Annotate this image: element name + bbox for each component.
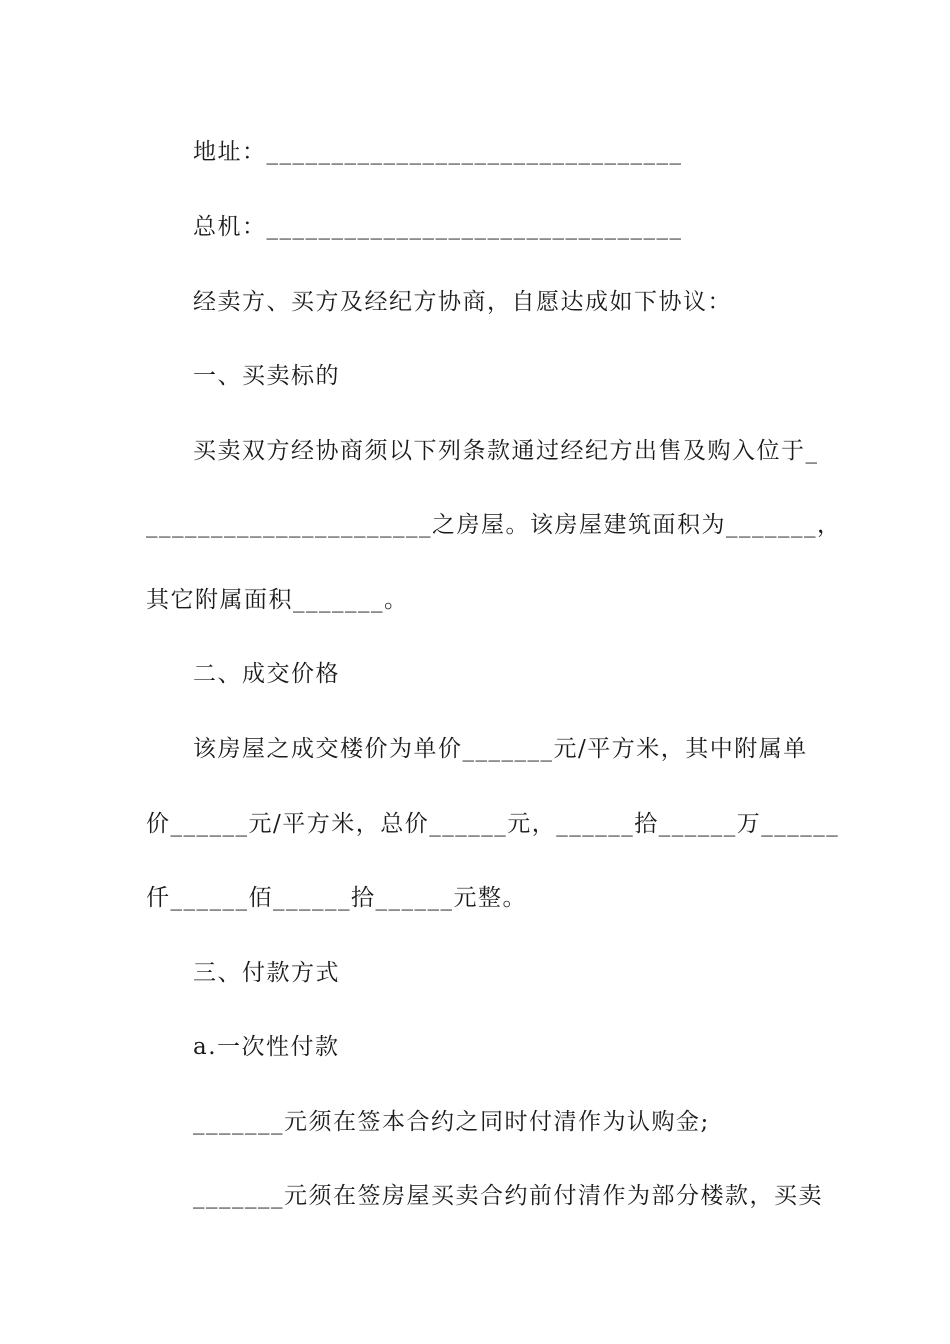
- paragraph-line: _______元须在签房屋买卖合约前付清作为部分楼款，买卖: [193, 1183, 823, 1209]
- paragraph-line: 该房屋之成交楼价为单价_______元/平方米，其中附属单: [193, 736, 808, 762]
- paragraph-line: 其它附属面积_______。: [146, 587, 409, 613]
- agreement-intro: 经卖方、买方及经纪方协商，自愿达成如下协议：: [193, 289, 732, 315]
- section-heading-payment: 三、付款方式: [193, 960, 340, 986]
- subsection-heading: a.一次性付款: [193, 1034, 340, 1060]
- paragraph-line: ______________________之房屋。该房屋建筑面积为_______，: [146, 512, 842, 538]
- section-heading-subject: 一、买卖标的: [193, 363, 340, 389]
- paragraph-line: 仟______佰______拾______元整。: [146, 885, 527, 911]
- paragraph-line: 价______元/平方米，总价______元，______拾______万______: [146, 811, 840, 837]
- paragraph-line: _______元须在签本合约之同时付清作为认购金;: [193, 1109, 710, 1135]
- section-heading-price: 二、成交价格: [193, 661, 340, 687]
- paragraph-line: 买卖双方经协商须以下列条款通过经纪方出售及购入位于_: [193, 438, 819, 464]
- switchboard-line: 总机：________________________________: [193, 214, 683, 240]
- address-line: 地址：________________________________: [193, 139, 683, 165]
